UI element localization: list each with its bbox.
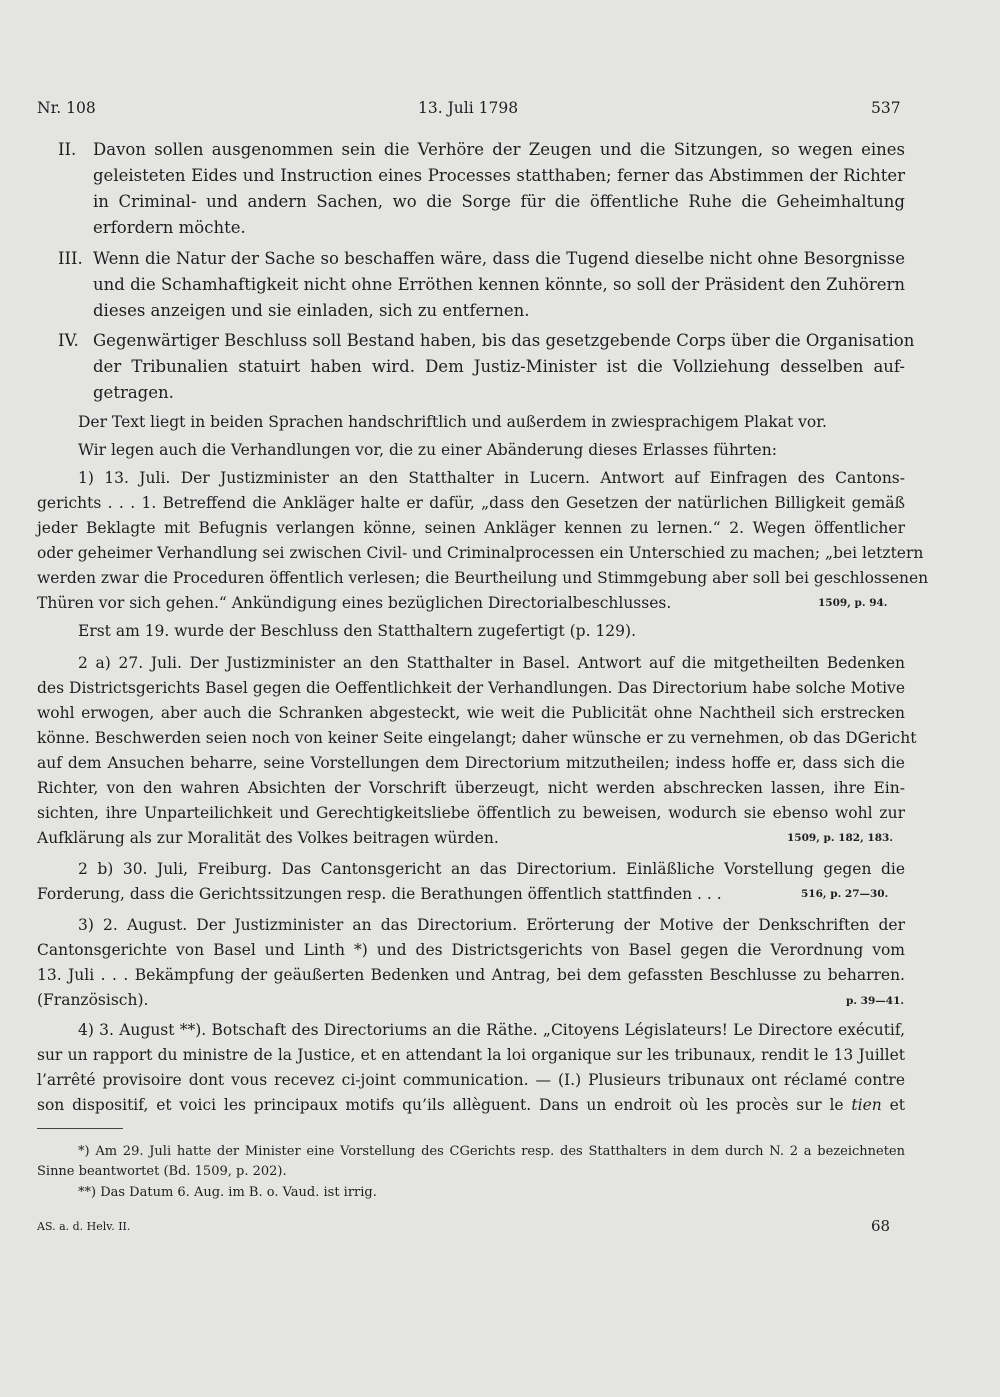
item-3-line: 13. Juli . . . Bekämpfung der geäußerten Bedenken und Antrag, bei dem gefassten Beschlusse zu beharren. [37, 966, 905, 984]
article-line: getragen. [93, 383, 174, 402]
item-2a-line: Richter, von den wahren Absichten der Vorschrift überzeugt, nicht werden abschrecken lassen, ihre Ein- [37, 779, 905, 797]
item-2b-line: Forderung, dass die Gerichtssitzungen resp. die Berathungen öffentlich stattfinden . . . [37, 885, 722, 903]
item-2a-line: 2 a) 27. Juli. Der Justizminister an den Statthalter in Basel. Antwort auf die mitgetheilten Bedenken [78, 654, 905, 672]
article-numeral: II. [58, 140, 77, 159]
article-line: geleisteten Eides und Instruction eines Processes statthaben; ferner das Abstimmen der Richter [93, 166, 905, 185]
item-3-reference: p. 39—41. [846, 995, 905, 1007]
article-line: der Tribunalien statuirt haben wird. Dem Justiz-Minister ist die Vollziehung desselben auf- [93, 357, 905, 376]
footer-source: AS. a. d. Helv. II. [37, 1220, 131, 1233]
text-note: Der Text liegt in beiden Sprachen handschriftlich und außerdem in zwiesprachigem Plakat vor. [78, 413, 827, 431]
item-1-line: jeder Beklagte mit Befugnis verlangen könne, seinen Ankläger kennen zu lernen.“ 2. Wegen öffentlicher [37, 519, 905, 537]
item-2b-reference: 516, p. 27—30. [801, 888, 889, 900]
article-numeral: IV. [58, 331, 79, 350]
item-2a-line: Aufklärung als zur Moralität des Volkes beitragen würden. [37, 829, 499, 847]
header-number: Nr. 108 [37, 99, 96, 117]
deliberations-intro: Wir legen auch die Verhandlungen vor, die zu einer Abänderung dieses Erlasses führten: [78, 441, 777, 459]
article-line: erfordern möchte. [93, 218, 246, 237]
header-date: 13. Juli 1798 [418, 99, 519, 117]
item-4-line: 4) 3. August **). Botschaft des Directoriums an die Räthe. „Citoyens Législateurs! Le Directore exécutif, [78, 1021, 905, 1039]
item-2a-line: auf dem Ansuchen beharre, seine Vorstellungen dem Directorium mitzutheilen; indess hoffe er, dass sich die [37, 754, 905, 772]
article-line: Davon sollen ausgenommen sein die Verhöre der Zeugen und die Sitzungen, so wegen eines [93, 140, 905, 159]
item-4-text: son dispositif, et voici les principaux motifs qu’ils allèguent. Dans un endroit où les procès sur le [37, 1096, 844, 1114]
article-line: Gegenwärtiger Beschluss soll Bestand haben, bis das gesetzgebende Corps über die Organisation [93, 331, 915, 350]
footnote-line: *) Am 29. Juli hatte der Minister eine Vorstellung des CGerichts resp. des Statthalters in dem durch N. 2 a bezeichneten [78, 1144, 905, 1159]
item-2a-line: sichten, ihre Unparteilichkeit und Gerechtigkeitsliebe öffentlich zu beweisen, wodurch sie ebenso wohl zur [37, 804, 905, 822]
item-1-line: werden zwar die Proceduren öffentlich verlesen; die Beurtheilung und Stimmgebung aber soll bei geschlossenen [37, 569, 929, 587]
footnote-line: **) Das Datum 6. Aug. im B. o. Vaud. ist irrig. [78, 1185, 377, 1200]
item-2a-line: könne. Beschwerden seien noch von keiner Seite eingelangt; daher wünsche er zu vernehmen, ob das DGericht [37, 729, 917, 747]
article-line: Wenn die Natur der Sache so beschaffen wäre, dass die Tugend dieselbe nicht ohne Besorgnisse [93, 249, 905, 268]
item-4-line: sur un rapport du ministre de la Justice, et en attendant la loi organique sur les tribunaux, rendit le 13 Juillet [37, 1046, 905, 1064]
article-numeral: III. [58, 249, 83, 268]
item-1-line: 1) 13. Juli. Der Justizminister an den Statthalter in Lucern. Antwort auf Einfragen des Cantons- [78, 469, 905, 487]
item-1-line: gerichts . . . 1. Betreffend die Ankläger halte er dafür, „dass den Gesetzen der natürlichen Billigkeit gemäß [37, 494, 905, 512]
footnote-rule [37, 1128, 123, 1129]
article-line: in Criminal- und andern Sachen, wo die Sorge für die öffentliche Ruhe die Geheimhaltung [93, 192, 905, 211]
item-4-line: l’arrêté provisoire dont vous recevez ci-joint communication. — (I.) Plusieurs tribunaux ont réclamé contre [37, 1071, 905, 1089]
footer-signature-number: 68 [871, 1217, 891, 1235]
item-2b-line: 2 b) 30. Juli, Freiburg. Das Cantonsgericht an das Directorium. Einläßliche Vorstellung gegen die [78, 860, 905, 878]
item-1-followup: Erst am 19. wurde der Beschluss den Statthaltern zugefertigt (p. 129). [78, 622, 637, 640]
item-1-line: oder geheimer Verhandlung sei zwischen Civil- und Criminalprocessen ein Unterschied zu machen; „bei letztern [37, 544, 924, 562]
item-4-italic-word: tien [851, 1096, 882, 1114]
item-2a-reference: 1509, p. 182, 183. [787, 832, 893, 844]
item-2a-line: wohl erwogen, aber auch die Schranken abgesteckt, wie weit die Publicität ohne Nachtheil sich erstrecken [37, 704, 905, 722]
footnote-line: Sinne beantwortet (Bd. 1509, p. 202). [37, 1164, 287, 1179]
item-2a-line: des Districtsgerichts Basel gegen die Oeffentlichkeit der Verhandlungen. Das Directorium habe solche Motive [37, 679, 905, 697]
item-4-text-end: et [889, 1096, 905, 1114]
item-3-line: Cantonsgerichte von Basel und Linth *) und des Districtsgerichts von Basel gegen die Verordnung vom [37, 941, 905, 959]
article-line: und die Schamhaftigkeit nicht ohne Erröthen kennen könnte, so soll der Präsident den Zuhörern [93, 275, 905, 294]
item-3-line: (Französisch). [37, 991, 149, 1009]
item-1-reference: 1509, p. 94. [818, 597, 888, 609]
item-4-last-line [37, 1096, 905, 1114]
item-3-line: 3) 2. August. Der Justizminister an das Directorium. Erörterung der Motive der Denkschriften der [78, 916, 905, 934]
header-page-number: 537 [871, 99, 901, 117]
article-line: dieses anzeigen und sie einladen, sich zu entfernen. [93, 301, 530, 320]
item-1-line: Thüren vor sich gehen.“ Ankündigung eines bezüglichen Directorialbeschlusses. [37, 594, 672, 612]
